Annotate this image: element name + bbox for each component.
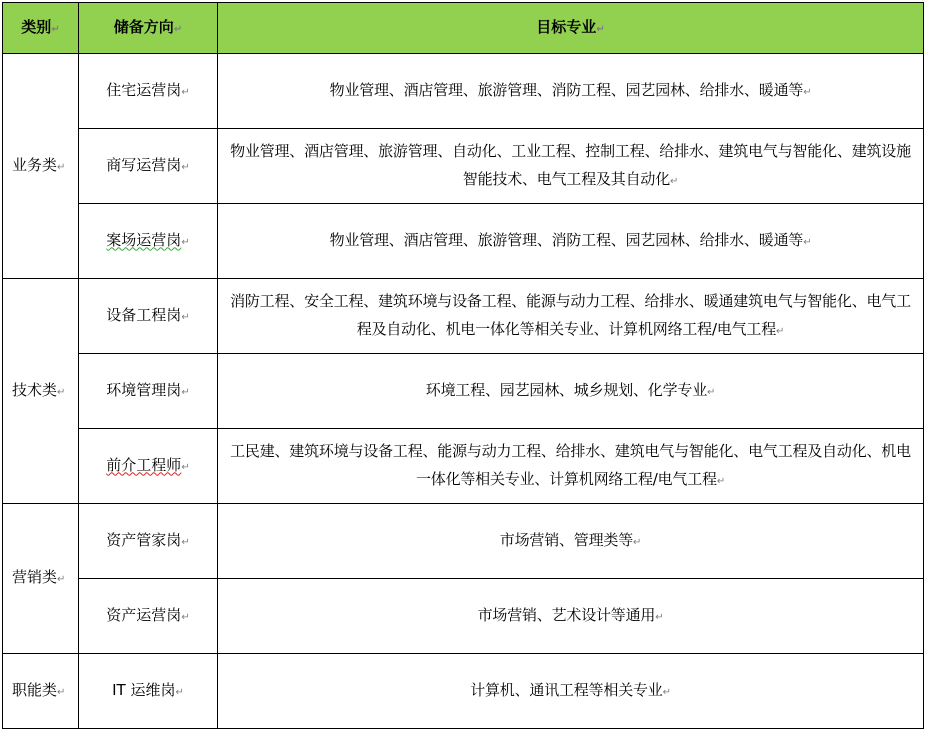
header-direction: 储备方向↵: [79, 3, 218, 54]
majors-cell: 物业管理、酒店管理、旅游管理、消防工程、园艺园林、给排水、暖通等↵: [218, 54, 924, 129]
direction-cell: 案场运营岗↵: [79, 204, 218, 279]
table-row: [3, 279, 924, 354]
header-category: 类别↵: [3, 3, 79, 54]
category-cell-marketing: 营销类↵: [3, 504, 79, 654]
spellcheck-underline: 案场运营岗: [106, 230, 182, 249]
category-cell-functional: 职能类↵: [3, 654, 79, 729]
majors-cell: 环境工程、园艺园林、城乡规划、化学专业↵: [218, 354, 924, 429]
direction-cell: 前介工程师↵: [79, 429, 218, 504]
direction-cell: 环境管理岗↵: [79, 354, 218, 429]
direction-cell: 设备工程岗↵: [79, 279, 218, 354]
majors-cell: 工民建、建筑环境与设备工程、能源与动力工程、给排水、建筑电气与智能化、电气工程及自动化、机电一体化等相关专业、计算机网络工程/电气工程↵: [218, 429, 924, 504]
recruitment-table: [2, 2, 924, 729]
table-row: [3, 654, 924, 729]
table-row: [3, 579, 924, 654]
table-row: [3, 429, 924, 504]
table-row: [3, 129, 924, 204]
table-row: [3, 204, 924, 279]
category-cell-technical: 技术类↵: [3, 279, 79, 504]
majors-cell: 消防工程、安全工程、建筑环境与设备工程、能源与动力工程、给排水、暖通建筑电气与智能化、电气工程及自动化、机电一体化等相关专业、计算机网络工程/电气工程↵: [218, 279, 924, 354]
header-row: [3, 3, 924, 54]
majors-cell: 物业管理、酒店管理、旅游管理、消防工程、园艺园林、给排水、暖通等↵: [218, 204, 924, 279]
spellcheck-underline: 前介工程师: [106, 455, 182, 474]
direction-cell: 住宅运营岗↵: [79, 54, 218, 129]
direction-cell: 商写运营岗↵: [79, 129, 218, 204]
table-row: [3, 504, 924, 579]
direction-cell: 资产运营岗↵: [79, 579, 218, 654]
majors-cell: 市场营销、管理类等↵: [218, 504, 924, 579]
majors-cell: 市场营销、艺术设计等通用↵: [218, 579, 924, 654]
category-cell-business: 业务类↵: [3, 54, 79, 279]
direction-cell: 资产管家岗↵: [79, 504, 218, 579]
table-row: [3, 54, 924, 129]
majors-cell: 计算机、通讯工程等相关专业↵: [218, 654, 924, 729]
direction-cell: IT 运维岗↵: [79, 654, 218, 729]
majors-cell: 物业管理、酒店管理、旅游管理、自动化、工业工程、控制工程、给排水、建筑电气与智能化、建筑设施智能技术、电气工程及其自动化↵: [218, 129, 924, 204]
table-row: [3, 354, 924, 429]
header-majors: 目标专业↵: [218, 3, 924, 54]
